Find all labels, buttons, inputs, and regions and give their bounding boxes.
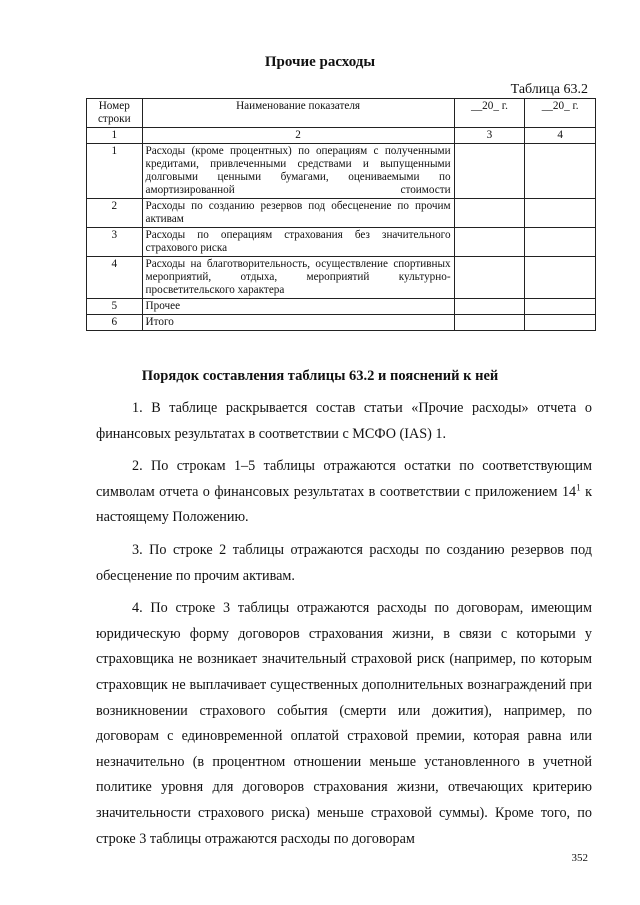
row-number: 6 [87,315,143,331]
row-value-year-1 [454,257,525,299]
table-row [87,199,596,228]
paragraph: 4. По строке 3 таблицы отражаются расходы по договорам, имеющим юридическую форму договоров страхования жизни, в связи с которыми у страховщика не возникает значительный страховой риск (например, по которым страховщик не выплачивает существенных дополнительных вознаграждений при возникновении страхового события (смерти или дожития), например, по договорам с единовременной оплатой страховой премии, которая равна или незначительно (в процентном отношении меньше установленного в учетной политике уровня для договоров страхования жизни, отвечающих критерию значительности страхового риска) меньше страховой суммы). Кроме того, по строке 3 таблицы отражаются расходы по договорам [96,600,592,847]
row-number: 3 [87,228,143,257]
column-index: 4 [525,128,596,144]
page-number: 352 [571,852,588,864]
paragraph: 1. В таблице раскрывается состав статьи «Прочие расходы» отчета о финансовых результатах в соответствии с МСФО (IAS) 1. [96,400,592,442]
row-value-year-2 [525,199,596,228]
page-title: Прочие расходы [264,54,376,70]
column-index: 3 [454,128,525,144]
row-name: Итого [142,315,454,331]
header-indicator: Наименование показателя [142,99,454,128]
row-name: Прочее [142,299,454,315]
body-text [96,396,592,859]
header-row-number: Номер строки [87,99,143,128]
column-index: 2 [142,128,454,144]
table-row [87,228,596,257]
row-value-year-2 [525,257,596,299]
row-value-year-1 [454,228,525,257]
row-value-year-2 [525,315,596,331]
row-number: 5 [87,299,143,315]
column-index: 1 [87,128,143,144]
table-header-row [87,99,596,128]
column-index-row [87,128,596,144]
row-name: Расходы по созданию резервов под обесценение по прочим активам [142,199,454,228]
paragraph-text: к настоящему Положению. [96,483,592,526]
expenses-table [86,98,596,331]
table-row [87,299,596,315]
table-row [87,257,596,299]
row-value-year-1 [454,144,525,199]
row-number: 1 [87,144,143,199]
header-year-1: __20_ г. [454,99,525,128]
row-value-year-2 [525,299,596,315]
row-name: Расходы по операциям страхования без значительного страхового риска [142,228,454,257]
row-name: Расходы (кроме процентных) по операциям с полученными кредитами, привлеченными средствами и выпущенными долговыми ценными бумагами, оцениваемыми по амортизированной стоимости [142,144,454,199]
row-value-year-1 [454,199,525,228]
section-subtitle: Порядок составления таблицы 63.2 и пояснений к ней [141,368,499,384]
footnote-ref: 1 [576,482,581,493]
table-label: Таблица 63.2 [510,82,588,97]
row-value-year-1 [454,315,525,331]
row-number: 2 [87,199,143,228]
header-year-2: __20_ г. [525,99,596,128]
row-value-year-1 [454,299,525,315]
paragraph-text: 2. По строкам 1–5 таблицы отражаются остатки по соответствующим символам отчета о финансовых результатах в соответствии с приложением 14 [96,458,592,500]
table-row [87,144,596,199]
row-value-year-2 [525,144,596,199]
table-row [87,315,596,331]
paragraph [96,454,592,531]
row-value-year-2 [525,228,596,257]
row-name: Расходы на благотворительность, осуществление спортивных мероприятий, отдыха, мероприятий культурно-просветительского характера [142,257,454,299]
row-number: 4 [87,257,143,299]
paragraph: 3. По строке 2 таблицы отражаются расходы по созданию резервов под обесценение по прочим активам. [96,541,592,584]
